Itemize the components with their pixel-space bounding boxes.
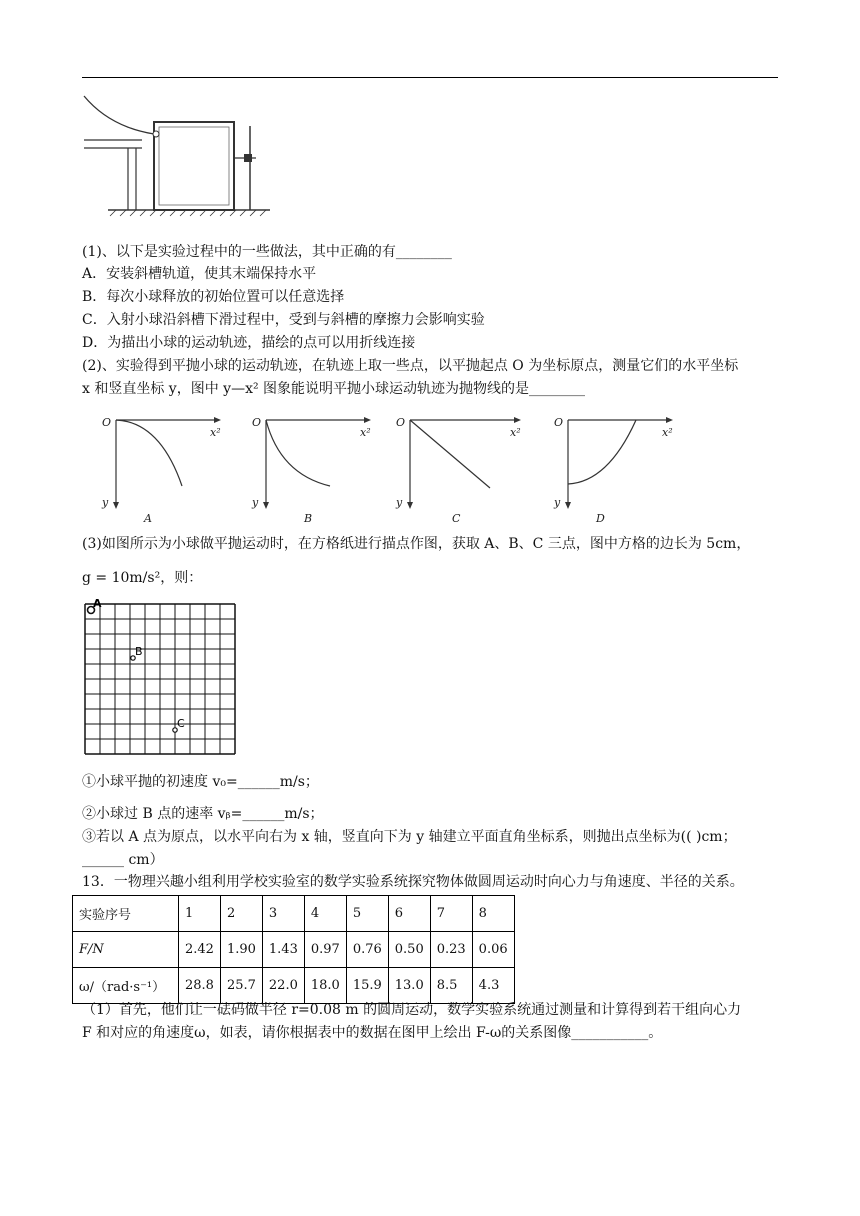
table-cell: 4	[304, 896, 346, 932]
table-cell: 7	[430, 896, 472, 932]
table-cell: 0.23	[430, 932, 472, 968]
grid-point-label-c: C	[177, 717, 185, 730]
graph-d-yaxis: y	[554, 496, 561, 509]
q13-intro: 13．一物理兴趣小组利用学校实验室的数学实验系统探究物体做圆周运动时向心力与角速度、半径的关系。	[82, 874, 744, 890]
table-row-omega	[73, 968, 515, 1004]
table-cell: 5	[346, 896, 388, 932]
q1-option-c[interactable]: C．入射小球沿斜槽下滑过程中，受到与斜槽的摩擦力会影响实验	[82, 312, 485, 328]
graph-b-origin: O	[252, 416, 262, 429]
graph-c[interactable]	[394, 412, 534, 524]
q13-part1-line-2: F 和对应的角速度ω，如表，请你根据表中的数据在图甲上绘出 F-ω的关系图像___________。	[82, 1025, 663, 1041]
table-cell: 2	[220, 896, 262, 932]
graph-b[interactable]	[250, 412, 380, 524]
q3-line-2: g = 10m/s²，则：	[82, 570, 203, 586]
q2-line-1: (2)、实验得到平抛小球的运动轨迹，在轨迹上取一些点，以平抛起点 O 为坐标原点，测量它们的水平坐标	[82, 358, 739, 374]
q1-prompt: (1)、以下是实验过程中的一些做法，其中正确的有________	[82, 244, 452, 260]
table-cell: 1.43	[262, 932, 304, 968]
q1-option-b[interactable]: B．每次小球释放的初始位置可以任意选择	[82, 289, 345, 305]
graph-b-letter: B	[304, 512, 313, 525]
graph-a-letter: A	[144, 512, 152, 525]
graph-a-xaxis: x²	[210, 426, 221, 439]
graph-b-yaxis: y	[252, 496, 259, 509]
table-cell: 3	[262, 896, 304, 932]
graph-a-yaxis: y	[102, 496, 109, 509]
q1-option-d[interactable]: D．为描出小球的运动轨迹，描绘的点可以用折线连接	[82, 335, 416, 351]
table-cell: 15.9	[346, 968, 388, 1004]
table-omega-label: ω/（rad·s⁻¹）	[73, 968, 179, 1004]
table-cell: 28.8	[179, 968, 221, 1004]
table-header-label: 实验序号	[73, 896, 179, 932]
table-cell: 18.0	[304, 968, 346, 1004]
table-cell: 1.90	[220, 932, 262, 968]
table-cell: 13.0	[388, 968, 430, 1004]
q3-sub-1: ①小球平抛的初速度 v₀=______m/s；	[82, 774, 319, 790]
graph-d-origin: O	[554, 416, 564, 429]
table-cell: 1	[179, 896, 221, 932]
table-cell: 0.06	[472, 932, 514, 968]
graph-c-xaxis: x²	[510, 426, 521, 439]
table-cell: 2.42	[179, 932, 221, 968]
data-table	[72, 895, 515, 1004]
q3-sub-3a: ③若以 A 点为原点，以水平向右为 x 轴，竖直向下为 y 轴建立平面直角坐标系，则抛出点坐标为(( )cm；	[82, 829, 737, 845]
graph-c-origin: O	[396, 416, 406, 429]
table-cell: 22.0	[262, 968, 304, 1004]
table-cell: 25.7	[220, 968, 262, 1004]
graph-c-yaxis: y	[396, 496, 403, 509]
table-row-header	[73, 896, 515, 932]
table-cell: 8.5	[430, 968, 472, 1004]
graph-b-xaxis: x²	[360, 426, 371, 439]
grid-point-label-a: A	[93, 597, 102, 610]
q3-sub-3b: ______ cm）	[82, 852, 164, 868]
q3-sub-2: ②小球过 B 点的速率 vᵦ=______m/s；	[82, 806, 324, 822]
table-cell: 4.3	[472, 968, 514, 1004]
table-cell: 0.50	[388, 932, 430, 968]
table-cell: 8	[472, 896, 514, 932]
table-cell: 0.97	[304, 932, 346, 968]
graph-d-letter: D	[596, 512, 605, 525]
graph-a-origin: O	[102, 416, 112, 429]
graph-d[interactable]	[552, 412, 692, 524]
grid-point-label-b: B	[135, 645, 143, 658]
grid-figure	[83, 597, 239, 758]
q2-line-2: x 和竖直坐标 y，图中 y—x² 图象能说明平抛小球运动轨迹为抛物线的是________	[82, 381, 586, 397]
header-rule	[82, 77, 778, 78]
graph-a[interactable]	[100, 412, 230, 524]
graph-c-letter: C	[452, 512, 461, 525]
table-row-f	[73, 932, 515, 968]
table-cell: 0.76	[346, 932, 388, 968]
q13-part1-line-1: （1）首先，他们让一砝码做半径 r=0.08 m 的圆周运动，数学实验系统通过测量和计算得到若干组向心力	[82, 1002, 742, 1018]
q3-line-1: (3)如图所示为小球做平抛运动时，在方格纸进行描点作图，获取 A、B、C 三点，图中方格的边长为 5cm，	[82, 536, 751, 552]
apparatus-figure	[84, 92, 274, 220]
q1-option-a[interactable]: A．安装斜槽轨道，使其末端保持水平	[82, 266, 317, 282]
graph-d-xaxis: x²	[662, 426, 673, 439]
table-cell: 6	[388, 896, 430, 932]
table-f-label: F/N	[73, 932, 179, 968]
